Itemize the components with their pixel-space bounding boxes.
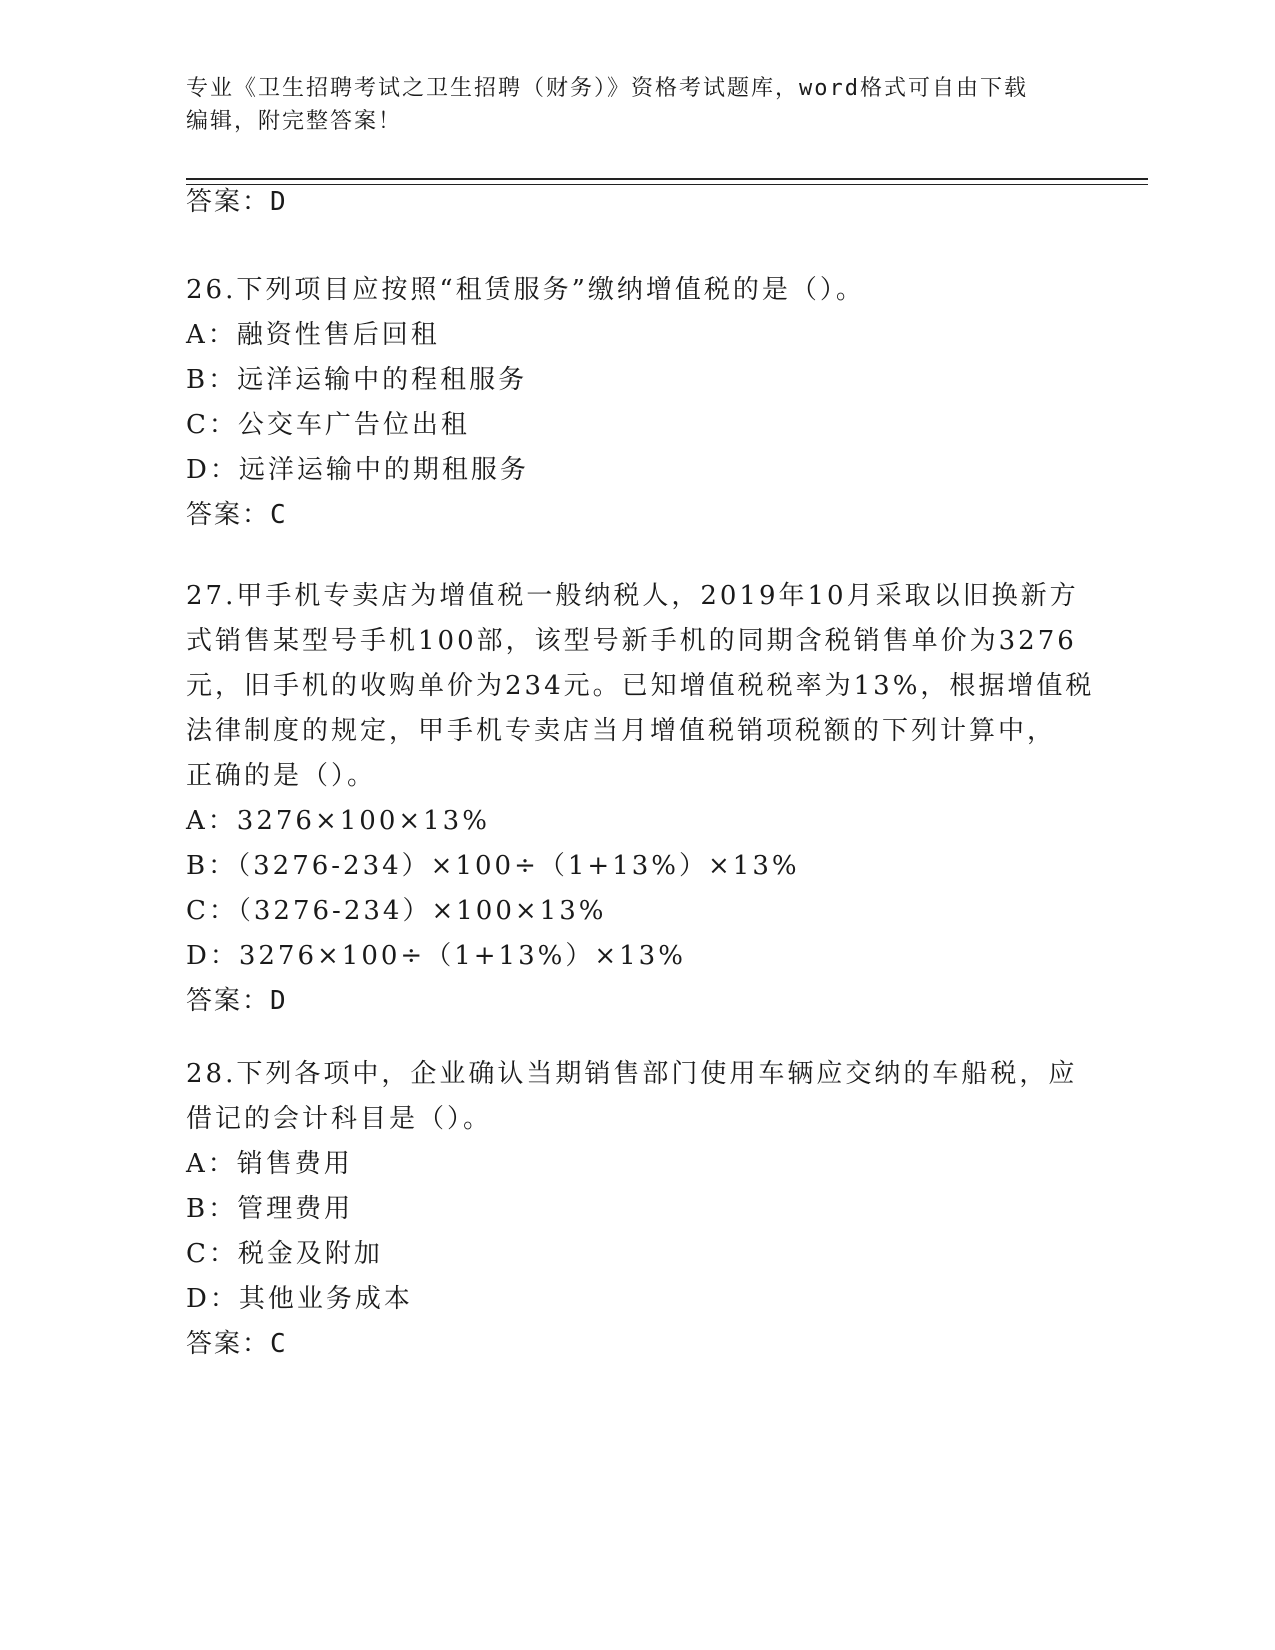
question-text: 26.下列项目应按照“租赁服务”缴纳增值税的是（）。 [186,275,865,305]
answer-label: 答案： [186,500,271,530]
option-a: A：3276×100×13% [186,806,490,836]
answer-label: 答案： [186,187,271,217]
question-text: 正确的是（）。 [186,761,377,791]
prev-answer [186,180,1086,225]
question-27 [186,574,1095,1024]
option-d: D：远洋运输中的期租服务 [186,455,529,485]
option-a: A：融资性售后回租 [186,320,440,350]
option-b: B：（3276-234）×100÷（1+13%）×13% [186,851,800,881]
option-c: C：公交车广告位出租 [186,410,470,440]
question-text: 元，旧手机的收购单价为234元。已知增值税税率为13%，根据增值税 [186,671,1095,701]
question-text: 28.下列各项中，企业确认当期销售部门使用车辆应交纳的车船税，应 [186,1059,1078,1089]
header-line-2: 编辑，附完整答案！ [186,109,403,134]
question-text: 法律制度的规定，甲手机专卖店当月增值税销项税额的下列计算中， [186,716,1057,746]
answer-value: C [270,500,288,530]
option-c: C：税金及附加 [186,1239,383,1269]
option-d: D：3276×100÷（1+13%）×13% [186,941,686,971]
answer-value: C [270,1329,288,1359]
answer-label: 答案： [186,986,271,1016]
option-b: B：管理费用 [186,1194,354,1224]
option-d: D：其他业务成本 [186,1284,413,1314]
option-c: C：（3276-234）×100×13% [186,896,607,926]
question-text: 27.甲手机专卖店为增值税一般纳税人，2019年10月采取以旧换新方 [186,581,1079,611]
document-header [186,72,1066,138]
question-26 [186,268,1086,538]
question-text: 借记的会计科目是（）。 [186,1104,493,1134]
answer-value: D [270,187,288,217]
question-text: 式销售某型号手机100部，该型号新手机的同期含税销售单价为3276 [186,626,1077,656]
answer-label: 答案： [186,1329,271,1359]
option-b: B：远洋运输中的程租服务 [186,365,528,395]
question-28 [186,1052,1086,1367]
header-line-1: 专业《卫生招聘考试之卫生招聘（财务）》资格考试题库，word格式可自由下载 [186,76,1028,101]
answer-value: D [270,986,288,1016]
option-a: A：销售费用 [186,1149,353,1179]
